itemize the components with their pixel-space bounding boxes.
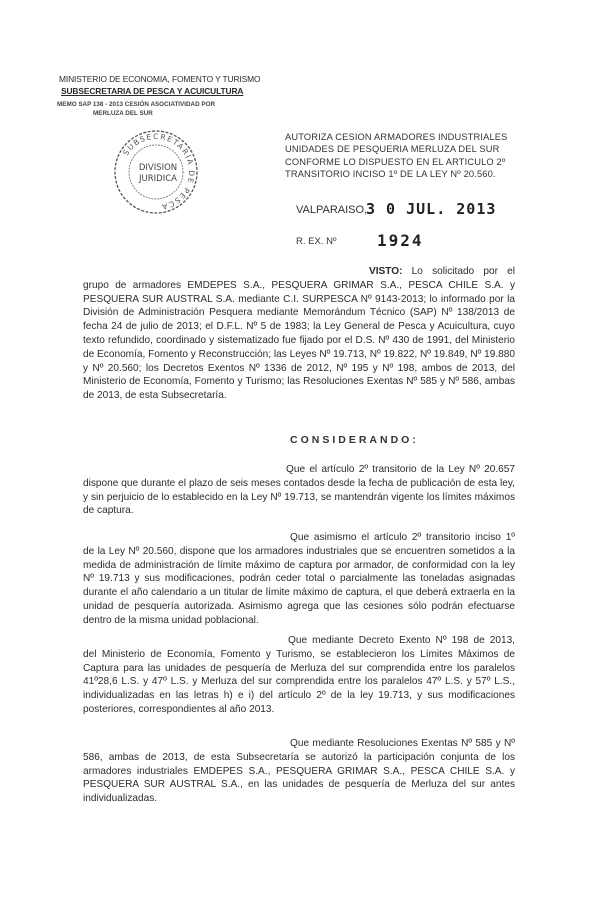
stamp-center-line1: DIVISION bbox=[138, 163, 178, 173]
division-juridica-stamp bbox=[112, 128, 200, 216]
memo-reference: MEMO SAP 138 - 2013 CESIÓN ASOCIATIVIDAD POR bbox=[57, 101, 216, 108]
considerando-2-text: de la Ley Nº 20.560, dispone que los armadores industriales que se encuentren sometidos a la medida de administración de límite máximo de captura por armador, de conformidad con la ley Nº 19.713 y sus modificaciones, podrán ceder total o parcialmente las toneladas asignadas durante el año calendario a un titular de límite máximo de captura, el que deberá extraerla en la unidad de pesquería autorizada. Asimismo agrega que las cesiones sólo podrán efectuarse dentro de la misma unidad poblacional. bbox=[83, 545, 515, 626]
official-stamp-icon bbox=[112, 128, 200, 216]
considerando-1-text: dispone que durante el plazo de seis meses contados desde la fecha de publicación de esta ley, y sin perjuicio de lo establecido en la Ley Nº 19.713, se mantendrán vigente los límites máximos de captura. bbox=[83, 477, 515, 517]
visto-text: Lo solicitado por el grupo de armadores EMDEPES S.A., PESQUERA GRIMAR S.A., PESCA CHILE S.A. y PESQUERA SUR AUSTRAL S.A. mediante C.I. SURPESCA Nº 9143-2013; lo informado por la División de Administración Pesquera mediante Memorándum Técnico (SAP) Nº 138/2013 de fecha 24 de julio de 2013; el D.F.L. Nº 5 de 1983; la Ley General de Pesca y Acuicultura, cuyo texto refundido, coordinado y sistematizado fue fijado por el D.S. Nº 430 de 1991, del Ministerio de Economía, Fomento y Reconstrucción; las Leyes Nº 19.713, Nº 19.822, Nº 19.849, Nº 19.880 y Nº 20.560; los Decretos Exentos Nº 1336 de 2012, Nº 195 y Nº 198, ambos de 2013, del Ministerio de Economía, Fomento y Turismo; las Resoluciones Exentas Nº 585 y Nº 586, ambas de 2013, de esta Subsecretaría. bbox=[83, 266, 515, 402]
considerando-3-lead: Que mediante Decreto Exento Nº 198 de 2013, bbox=[288, 635, 515, 646]
considerando-4-lead: Que mediante Resoluciones Exentas Nº 585 y Nº bbox=[290, 738, 515, 749]
place-label: VALPARAISO, bbox=[296, 204, 368, 216]
memo-reference-2: MERLUZA DEL SUR bbox=[93, 110, 153, 117]
considerando-paragraph-4 bbox=[83, 737, 515, 806]
stamp-ring-text: SUBSECRETARIA DE PESCA bbox=[121, 131, 197, 212]
resolution-number-label: R. EX. Nº bbox=[296, 236, 337, 247]
considerando-2-lead: Que asimismo el artículo 2º transitorio inciso 1º bbox=[290, 532, 515, 543]
considerando-4-text: 586, ambas de 2013, de esta Subsecretaría se autorizó la participación conjunta de los armadores industriales EMDEPES S.A., PESQUERA GRIMAR S.A., PESCA CHILE S.A. y PESQUERA SUR AUSTRAL S.A., en las unidades de pesquería de Merluza del sur antes individualizadas. bbox=[83, 751, 515, 805]
ministry-name: MINISTERIO DE ECONOMIA, FOMENTO Y TURISMO bbox=[59, 74, 261, 84]
considerando-3-text: del Ministerio de Economía, Fomento y Turismo, se establecieron los Límites Máximos de Captura para las unidades de pesquería de Merluza del sur comprendida entre los paralelos 41º28,6 L.S. y 47º L.S. y Merluza del sur comprendida entre los paralelos 47º L.S. y 57º L.S., individualizadas en las letras h) e i) del artículo 2º de la ley 19.713, y sus modificaciones posteriores, correspondientes al año 2013. bbox=[83, 648, 515, 715]
visto-paragraph bbox=[83, 265, 515, 403]
considerando-paragraph-3 bbox=[83, 634, 515, 717]
subsecretaria-name: SUBSECRETARIA DE PESCA Y ACUICULTURA bbox=[61, 86, 244, 96]
resolution-number: 1924 bbox=[377, 231, 424, 250]
considerando-paragraph-1 bbox=[83, 463, 515, 518]
considerando-heading: CONSIDERANDO: bbox=[290, 434, 419, 446]
resolution-subject: AUTORIZA CESION ARMADORES INDUSTRIALES UNIDADES DE PESQUERIA MERLUZA DEL SUR CONFORME LO DISPUESTO EN EL ARTICULO 2º TRANSITORIO INCISO 1º DE LA LEY Nº 20.560. bbox=[285, 132, 508, 180]
visto-label: VISTO: bbox=[369, 266, 403, 277]
date-stamp: 3 0 JUL. 2013 bbox=[366, 200, 497, 218]
considerando-1-lead: Que el artículo 2º transitorio de la Ley Nº 20.657 bbox=[286, 464, 515, 475]
stamp-center-line2: JURIDICA bbox=[139, 174, 177, 184]
considerando-paragraph-2 bbox=[83, 531, 515, 628]
